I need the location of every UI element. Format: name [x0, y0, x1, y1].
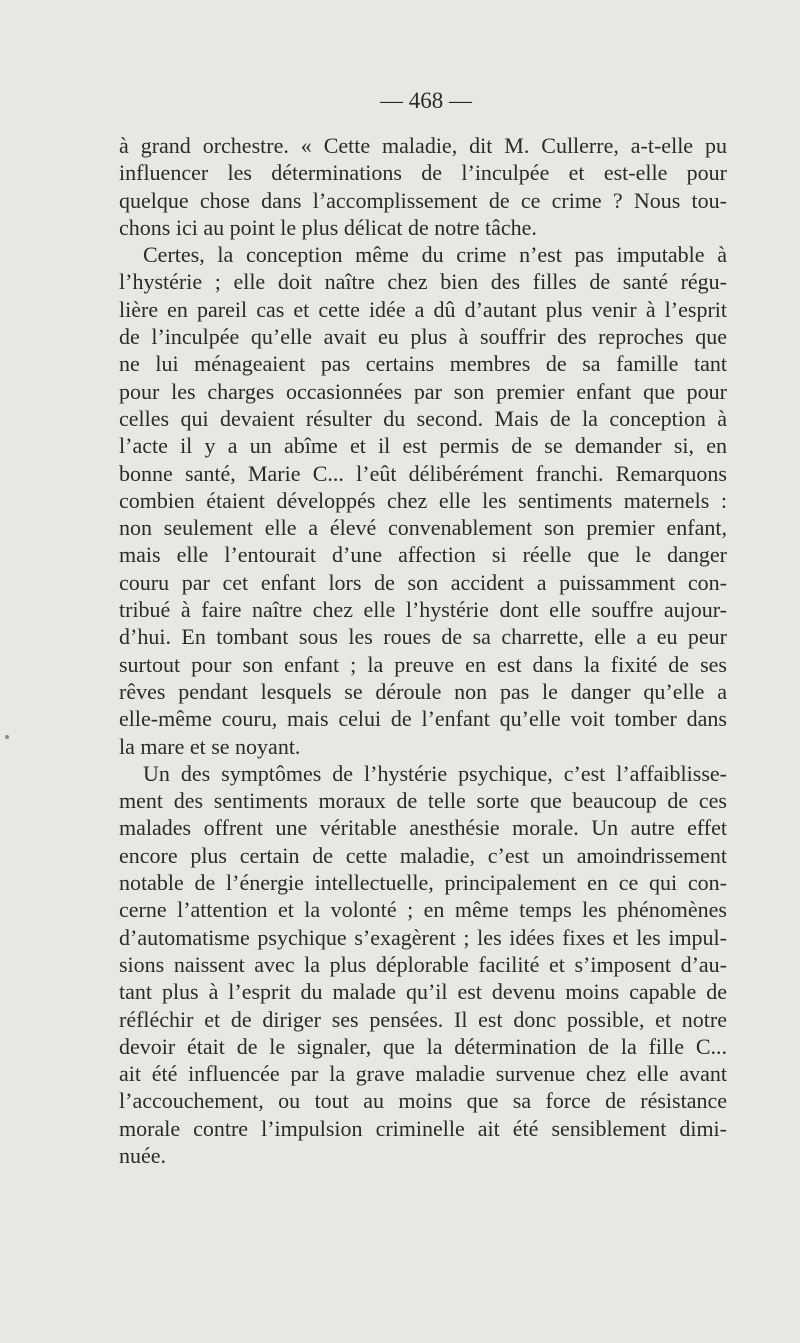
margin-speck [5, 735, 9, 739]
text-line: pour les charges occasionnées par son premier enfant que pour [119, 378, 727, 404]
text-line: l’hystérie ; elle doit naître chez bien des filles de santé régu- [119, 269, 727, 295]
paragraph [119, 241, 727, 760]
text-line: combien étaient développés chez elle les sentiments maternels : [119, 487, 727, 513]
body-text [119, 132, 727, 1169]
text-line: influencer les déterminations de l’inculpée et est-elle pour [119, 160, 727, 186]
text-line: surtout pour son enfant ; la preuve en est dans la fixité de ses [119, 651, 727, 677]
text-line: l’acte il y a un abîme et il est permis de se demander si, en [119, 433, 727, 459]
text-line: non seulement elle a élevé convenablement son premier enfant, [119, 515, 727, 541]
text-line: lière en pareil cas et cette idée a dû d’autant plus venir à l’esprit [119, 296, 727, 322]
text-line: rêves pendant lesquels se déroule non pas le danger qu’elle a [119, 678, 727, 704]
page-number: — 468 — [380, 88, 472, 113]
text-line: cerne l’attention et la volonté ; en même temps les phénomènes [119, 897, 727, 923]
text-line: notable de l’énergie intellectuelle, principalement en ce qui con- [119, 870, 727, 896]
text-line: ait été influencée par la grave maladie survenue chez elle avant [119, 1061, 727, 1087]
text-line: tant plus à l’esprit du malade qu’il est devenu moins capable de [119, 979, 727, 1005]
text-line: bonne santé, Marie C... l’eût délibérément franchi. Remarquons [119, 460, 727, 486]
text-line: l’accouchement, ou tout au moins que sa force de résistance [119, 1088, 727, 1114]
text-line: celles qui devaient résulter du second. Mais de la conception à [119, 405, 727, 431]
text-line: morale contre l’impulsion criminelle ait été sensiblement dimi- [119, 1115, 727, 1141]
text-line: d’hui. En tombant sous les roues de sa charrette, elle a eu peur [119, 624, 727, 650]
text-line: la mare et se noyant. [119, 733, 301, 759]
text-line: quelque chose dans l’accomplissement de ce crime ? Nous tou- [119, 187, 727, 213]
paragraph [119, 760, 727, 1169]
text-line: chons ici au point le plus délicat de notre tâche. [119, 214, 537, 240]
paragraph [119, 132, 727, 241]
text-line: ne lui ménageaient pas certains membres de sa famille tant [119, 351, 727, 377]
text-line: elle-même couru, mais celui de l’enfant qu’elle voit tomber dans [119, 706, 727, 732]
text-line: malades offrent une véritable anesthésie morale. Un autre effet [119, 815, 727, 841]
text-line: encore plus certain de cette maladie, c’est un amoindrissement [119, 842, 727, 868]
text-line: d’automatisme psychique s’exagèrent ; les idées fixes et les impul- [119, 924, 727, 950]
text-line: de l’inculpée qu’elle avait eu plus à souffrir des reproches que [119, 324, 727, 350]
text-line: Certes, la conception même du crime n’est pas imputable à [143, 242, 727, 268]
text-line: réfléchir et de diriger ses pensées. Il est donc possible, et notre [119, 1006, 727, 1032]
text-line: couru par cet enfant lors de son accident a puissamment con- [119, 569, 727, 595]
text-line: nuée. [119, 1142, 167, 1168]
text-line: ment des sentiments moraux de telle sorte que beaucoup de ces [119, 788, 727, 814]
text-line: tribué à faire naître chez elle l’hystérie dont elle souffre aujour- [119, 597, 727, 623]
text-line: à grand orchestre. « Cette maladie, dit M. Cullerre, a-t-elle pu [119, 133, 727, 158]
text-line: devoir était de le signaler, que la détermination de la fille C... [119, 1033, 727, 1059]
text-line: mais elle l’entourait d’une affection si réelle que le danger [119, 542, 727, 568]
text-line: sions naissent avec la plus déplorable facilité et s’imposent d’au- [119, 951, 727, 977]
text-line: Un des symptômes de l’hystérie psychique, c’est l’affaiblisse- [143, 760, 727, 786]
